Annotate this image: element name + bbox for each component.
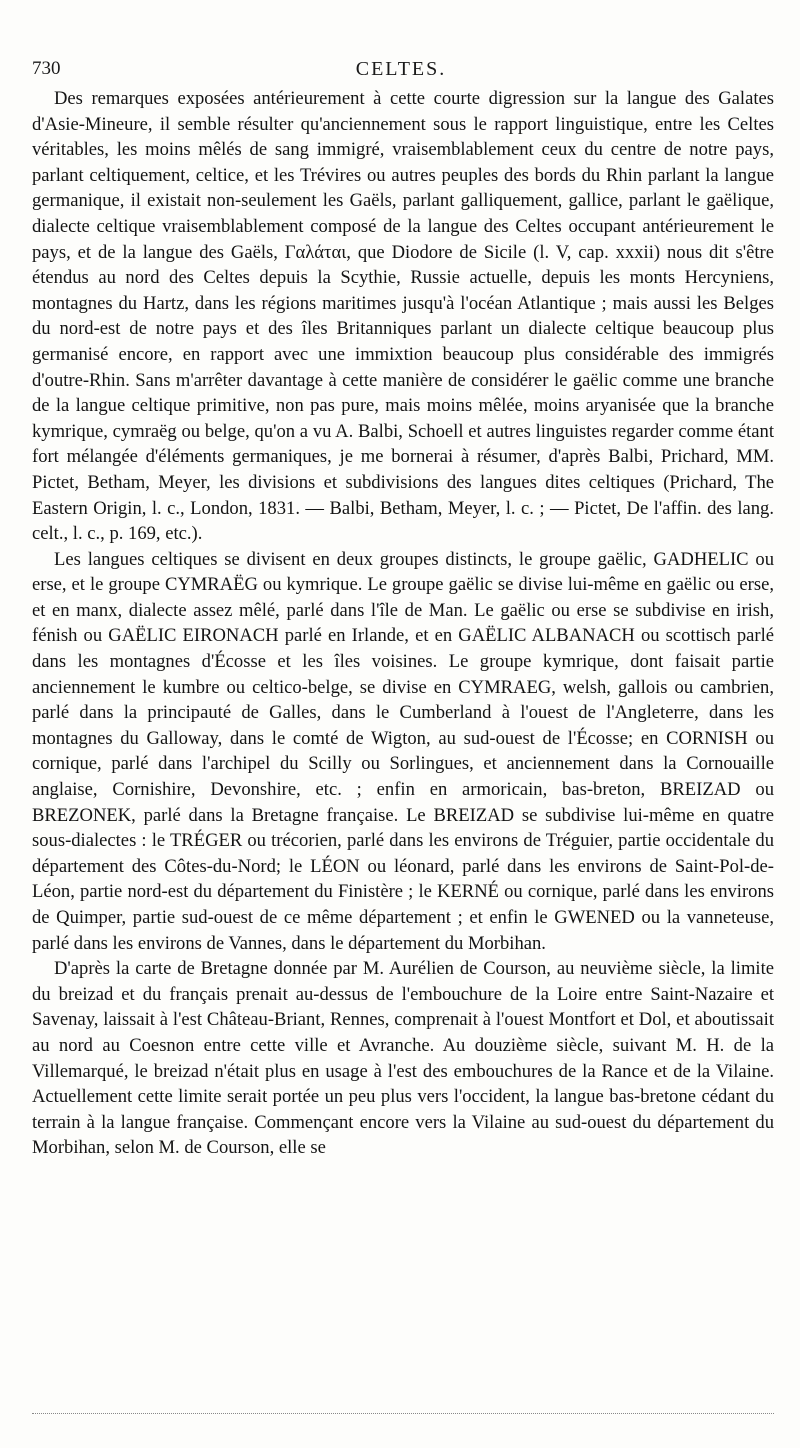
paragraph-1: Des remarques exposées antérieurement à cette courte digression sur la langue des Galates d'Asie-Mineure, il semble résulter qu'anciennement sous le rapport linguistique, entre les Celtes véritables, les moins mêlés de sang immigré, vraisemblablement ceux du centre de notre pays, parlant celtiquement, celtice, et les Trévires ou autres peuples des bords du Rhin parlant la langue germanique, il existait non-seulement les Gaëls, parlant galliquement, gallice, parlant le gaëlique, dialecte celtique vraisemblablement composé de la langue des Celtes occupant antérieurement le pays, et de la langue des Gaëls, Γαλάται, que Diodore de Sicile (l. V, cap. xxxii) nous dit s'être étendus au nord des Celtes depuis la Scythie, Russie actuelle, depuis les monts Hercyniens, montagnes du Hartz, dans les régions maritimes jusqu'à l'océan Atlantique ; mais aussi les Belges du nord-est de notre pays et des îles Britanniques parlant un dialecte celtique beaucoup plus germanisé encore, en rapport avec une immixtion beaucoup plus considérable des immigrés d'outre-Rhin. Sans m'arrêter davantage à cette manière de considérer le gaëlic comme une branche de la langue celtique primitive, non pas pure, mais moins mêlée, moins aryanisée que la branche kymrique, cymraëg ou belge, qu'on a vu A. Balbi, Schoell et autres linguistes regarder comme étant fort mélangée d'éléments germaniques, je me bornerai à résumer, d'après Balbi, Prichard, MM. Pictet, Betham, Meyer, les divisions et subdivisions des langues dites celtiques (Prichard, The Eastern Origin, l. c., London, 1831. — Balbi, Betham, Meyer, l. c. ; — Pictet, De l'affin. des lang. celt., l. c., p. 169, etc.).	[32, 88, 774, 545]
paragraph-3: D'après la carte de Bretagne donnée par M. Aurélien de Courson, au neuvième siècle, la limite du breizad et du français prenait au-dessus de l'embouchure de la Loire entre Saint-Nazaire et Savenay, laissait à l'est Château-Briant, Rennes, comprenait à l'ouest Montfort et Dol, et aboutissait au nord au Coesnon entre cette ville et Avranche. Au douzième siècle, suivant M. H. de la Villemarqué, le breizad n'était plus en usage à l'est des embouchures de la Rance et de la Vilaine. Actuellement cette limite serait portée un peu plus vers l'occident, la langue bas-bretone cédant du terrain à la langue française. Commençant encore vers la Vilaine au sud-ouest du département du Morbihan, selon M. de Courson, elle se	[32, 958, 774, 1159]
body-text	[32, 86, 774, 1161]
footer-dotted-rule	[32, 1413, 774, 1414]
running-title: CELTES.	[355, 58, 447, 80]
page-header	[32, 58, 770, 82]
paragraph-2: Les langues celtiques se divisent en deux groupes distincts, le groupe gaëlic, GADHELIC ou erse, et le groupe CYMRAËG ou kymrique. Le groupe gaëlic se divise lui-même en gaëlic ou erse, et en manx, dialecte assez mêlé, parlé dans l'île de Man. Le gaëlic ou erse se subdivise en irish, fénish ou GAËLIC EIRONACH parlé en Irlande, et en GAËLIC ALBANACH ou scottisch parlé dans les montagnes d'Écosse et les îles voisines. Le groupe kymrique, dont faisait partie anciennement le kumbre ou celtico-belge, se divise en CYMRAEG, welsh, gallois ou cambrien, parlé dans la principauté de Galles, dans le Cumberland à l'ouest de l'Angleterre, dans les montagnes du Galloway, dans le comté de Wigton, au sud-ouest de l'Écosse; en CORNISH ou cornique, parlé dans l'archipel du Scilly ou Sorlingues, et anciennement dans la Cornouaille anglaise, Cornishire, Devonshire, etc. ; enfin en armoricain, bas-breton, BREIZAD ou BREZONEK, parlé dans la Bretagne française. Le BREIZAD se subdivise lui-même en quatre sous-dialectes : le TRÉGER ou trécorien, parlé dans les environs de Tréguier, partie occidentale du département des Côtes-du-Nord; le LÉON ou léonard, parlé dans les environs de Saint-Pol-de-Léon, partie nord-est du département du Finistère ; le KERNÉ ou cornique, parlé dans les environs de Quimper, partie sud-ouest de ce même département ; et enfin le GWENED ou la vanneteuse, parlé dans les environs de Vannes, dans le département du Morbihan.	[32, 548, 774, 954]
page-number: 730	[32, 58, 61, 79]
